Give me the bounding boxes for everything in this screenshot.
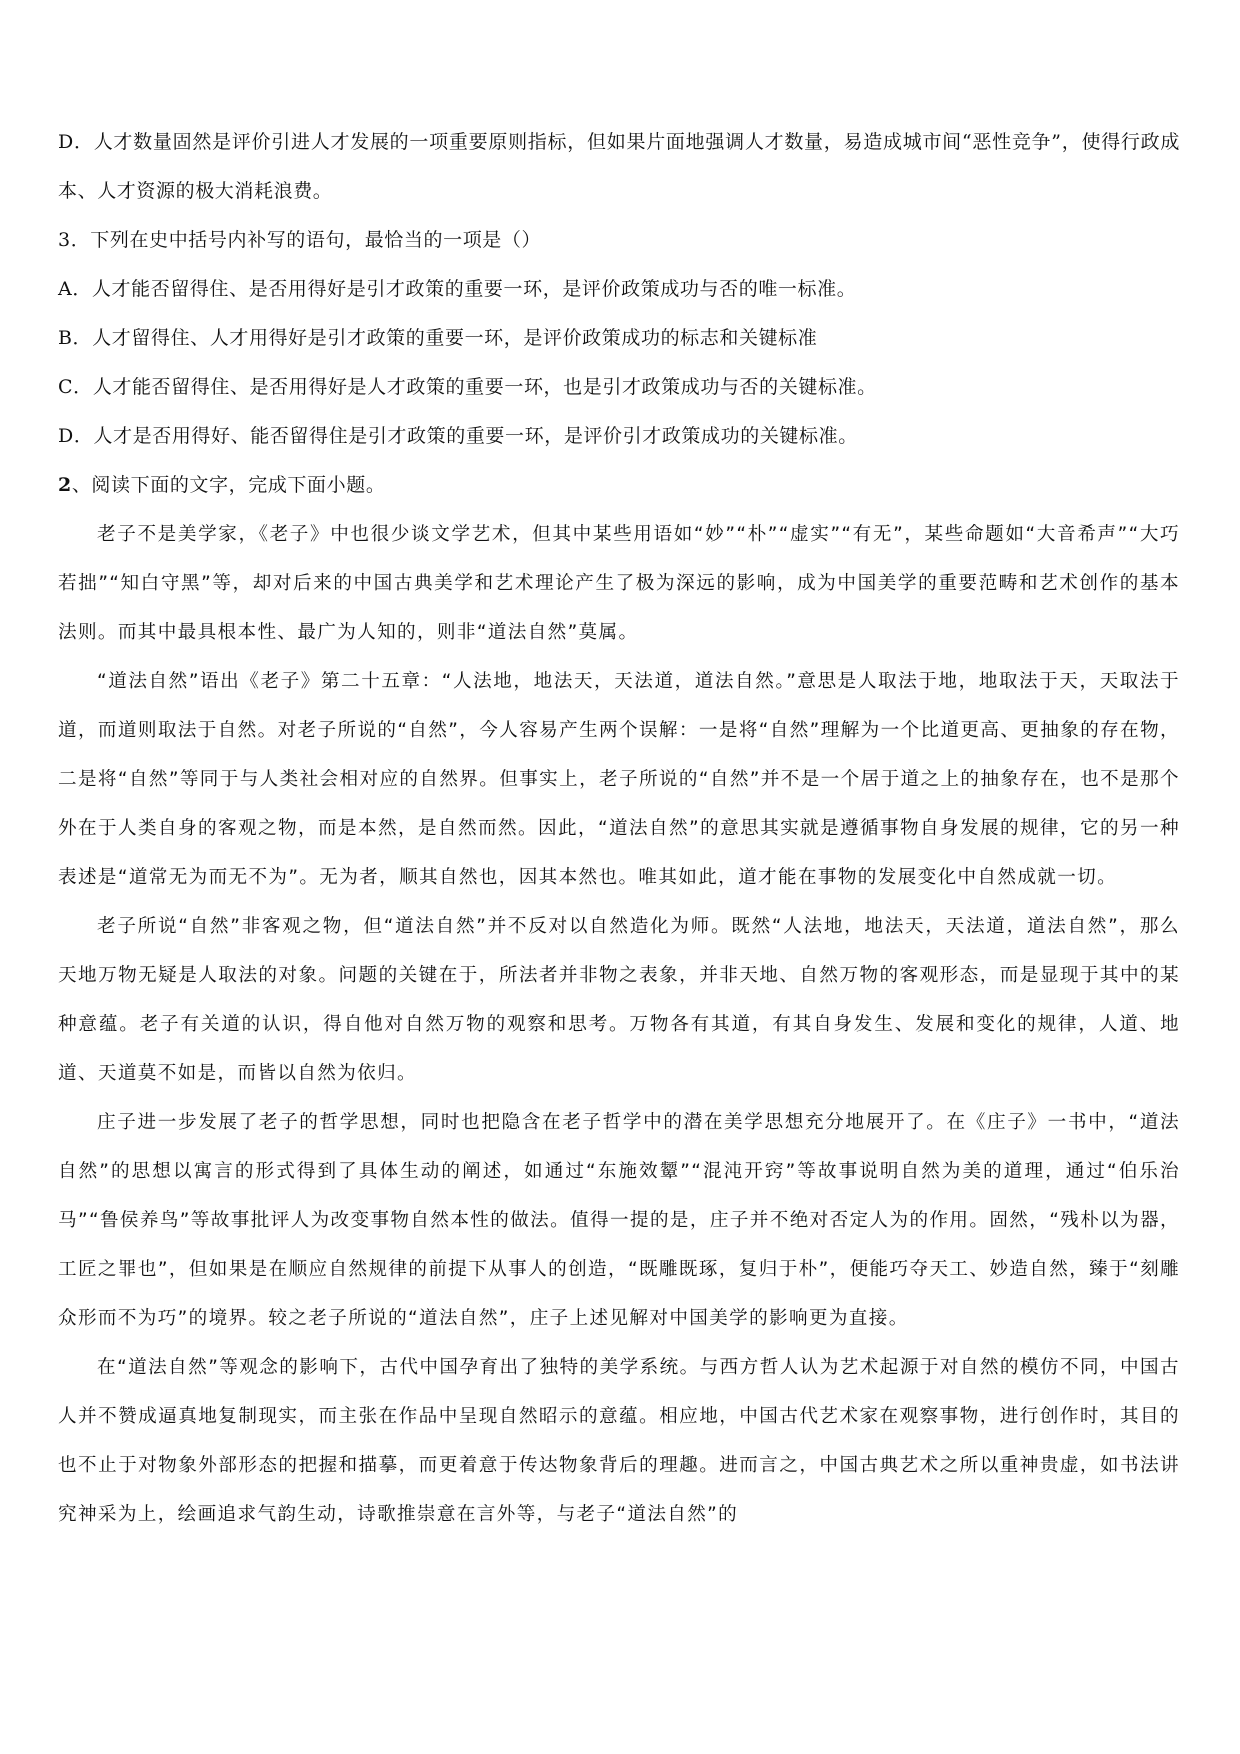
section-2-instruction: 、阅读下面的文字，完成下面小题。 xyxy=(71,474,386,496)
document-page xyxy=(58,118,1180,1539)
passage-paragraph-2: “道法自然”语出《老子》第二十五章：“人法地，地法天，天法道，道法自然。”意思是人取法于地，地取法于天，天取法于道，而道则取法于自然。对老子所说的“自然”，今人容易产生两个误解：一是将“自然”理解为一个比道更高、更抽象的存在物，二是将“自然”等同于与人类社会相对应的自然界。但事实上，老子所说的“自然”并不是一个居于道之上的抽象存在，也不是那个外在于人类自身的客观之物，而是本然，是自然而然。因此，“道法自然”的意思其实就是遵循事物自身发展的规律，它的另一种表述是“道常无为而无不为”。无为者，顺其自然也，因其本然也。唯其如此，道才能在事物的发展变化中自然成就一切。 xyxy=(58,671,1180,888)
question-3-option-c: C．人才能否留得住、是否用得好是人才政策的重要一环，也是引才政策成功与否的关键标准。 xyxy=(58,376,877,398)
section-2-number: 2 xyxy=(58,474,72,496)
question-3-option-a: A．人才能否留得住、是否用得好是引才政策的重要一环，是评价政策成功与否的唯一标准。 xyxy=(58,278,857,300)
section-2-heading xyxy=(58,461,1180,510)
question-3-option-d: D．人才是否用得好、能否留得住是引才政策的重要一环，是评价引才政策成功的关键标准。 xyxy=(58,425,858,447)
question-3-stem: 3．下列在史中括号内补写的语句，最恰当的一项是（） xyxy=(58,229,542,251)
question-3-option-b: B．人才留得住、人才用得好是引才政策的重要一环，是评价政策成功的标志和关键标准 xyxy=(58,327,818,349)
passage-paragraph-3: 老子所说“自然”非客观之物，但“道法自然”并不反对以自然造化为师。既然“人法地，地法天，天法道，道法自然”，那么天地万物无疑是人取法的对象。问题的关键在于，所法者并非物之表象，并非天地、自然万物的客观形态，而是显现于其中的某种意蕴。老子有关道的认识，得自他对自然万物的观察和思考。万物各有其道，有其自身发生、发展和变化的规律，人道、地道、天道莫不如是，而皆以自然为依归。 xyxy=(58,916,1180,1084)
passage-paragraph-1: 老子不是美学家，《老子》中也很少谈文学艺术，但其中某些用语如“妙”“朴”“虚实”“有无”，某些命题如“大音希声”“大巧若拙”“知白守黑”等，却对后来的中国古典美学和艺术理论产生了极为深远的影响，成为中国美学的重要范畴和艺术创作的基本法则。而其中最具根本性、最广为人知的，则非“道法自然”莫属。 xyxy=(58,524,1180,643)
passage-paragraph-5: 在“道法自然”等观念的影响下，古代中国孕育出了独特的美学系统。与西方哲人认为艺术起源于对自然的模仿不同，中国古人并不赞成逼真地复制现实，而主张在作品中呈现自然昭示的意蕴。相应地，中国古代艺术家在观察事物，进行创作时，其目的也不止于对物象外部形态的把握和描摹，而更着意于传达物象背后的理趣。进而言之，中国古典艺术之所以重神贵虚，如书法讲究神采为上，绘画追求气韵生动，诗歌推崇意在言外等，与老子“道法自然”的 xyxy=(58,1357,1180,1525)
passage-paragraph-4: 庄子进一步发展了老子的哲学思想，同时也把隐含在老子哲学中的潜在美学思想充分地展开了。在《庄子》一书中，“道法自然”的思想以寓言的形式得到了具体生动的阐述，如通过“东施效颦”“混沌开窍”等故事说明自然为美的道理，通过“伯乐治马”“鲁侯养鸟”等故事批评人为改变事物自然本性的做法。值得一提的是，庄子并不绝对否定人为的作用。固然，“残朴以为器，工匠之罪也”，但如果是在顺应自然规律的前提下从事人的创造，“既雕既琢，复归于朴”，便能巧夺天工、妙造自然，臻于“刻雕众形而不为巧”的境界。较之老子所说的“道法自然”，庄子上述见解对中国美学的影响更为直接。 xyxy=(58,1112,1180,1329)
question-2-option-d: D．人才数量固然是评价引进人才发展的一项重要原则指标，但如果片面地强调人才数量，易造成城市间“恶性竞争”，使得行政成本、人才资源的极大消耗浪费。 xyxy=(58,131,1180,202)
